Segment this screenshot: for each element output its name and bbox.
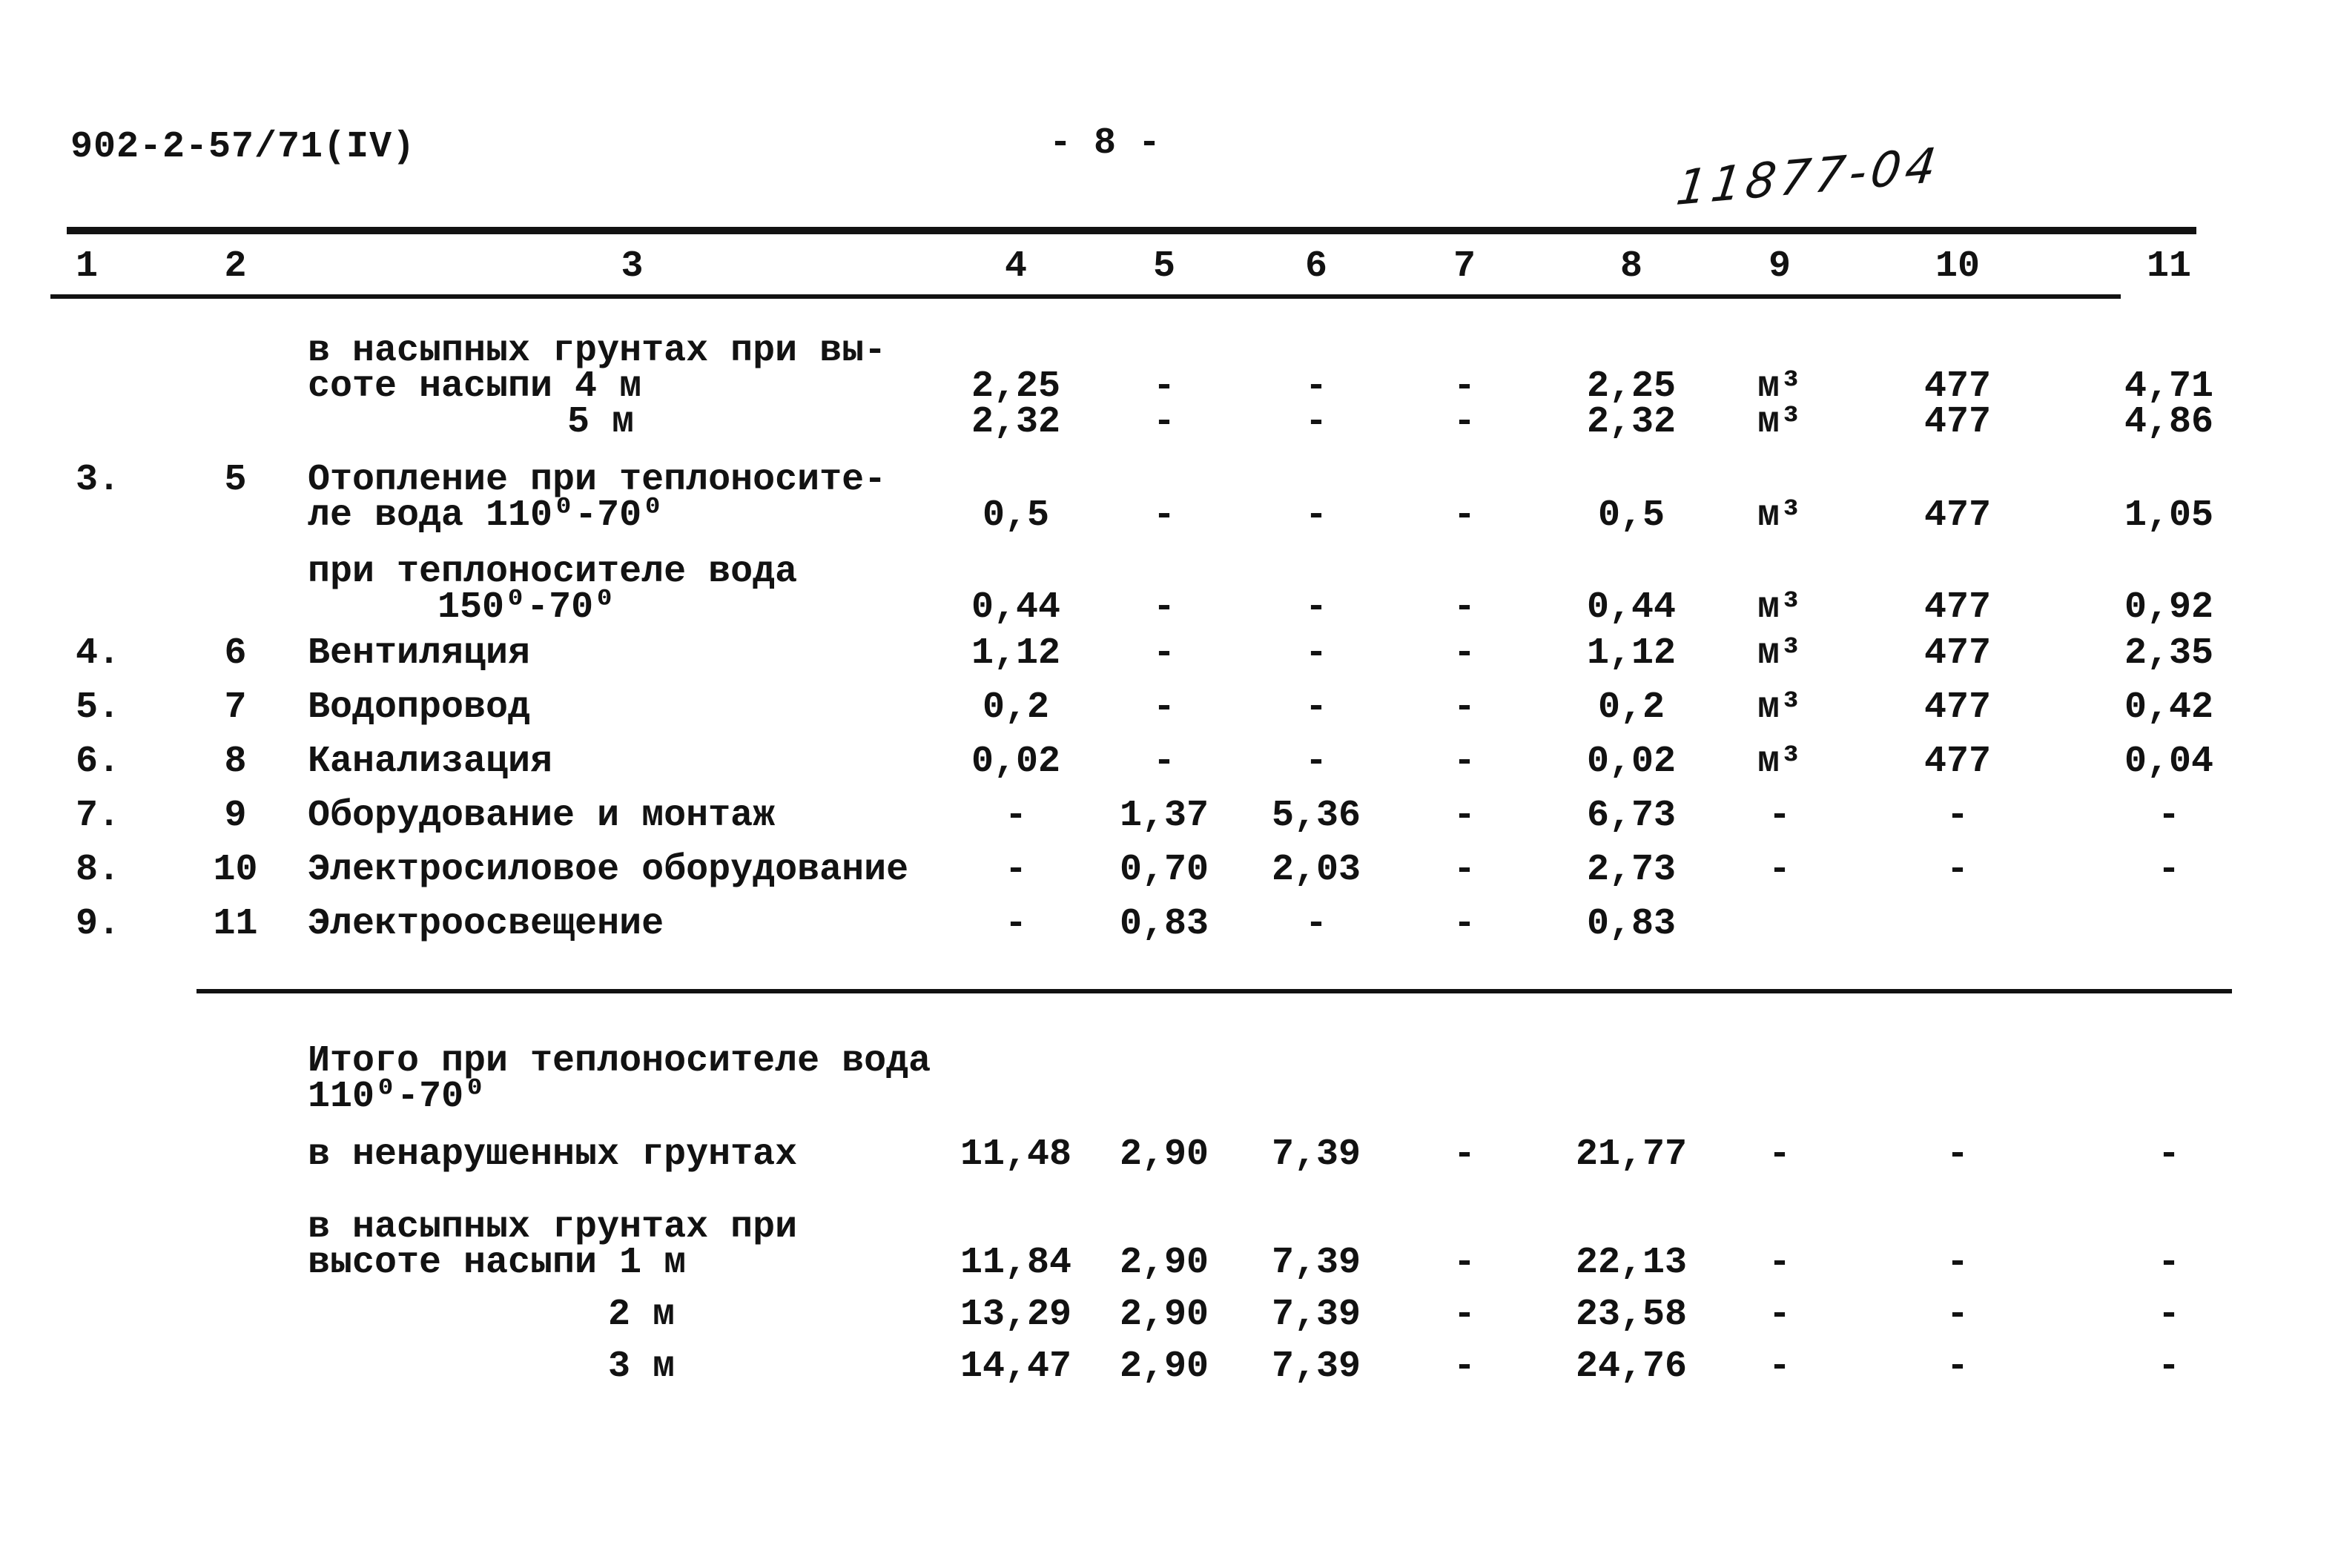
cell-col6: - — [1304, 494, 1327, 537]
work-description: Вентиляция — [308, 632, 531, 675]
row-number: 7. — [76, 795, 121, 837]
cell-col4: 0,02 — [971, 741, 1061, 783]
table-row — [0, 365, 2338, 408]
unit-cell: м³ — [1757, 632, 1802, 675]
unit-cell: м³ — [1757, 365, 1802, 408]
totals-label: Итого при теплоносителе вода — [308, 1040, 931, 1082]
cell-col11: 4,71 — [2124, 365, 2214, 408]
work-description: 5 м — [567, 401, 635, 443]
work-description: 150⁰-70⁰ — [437, 586, 616, 629]
cell-col10: - — [1946, 849, 1969, 891]
column-header: 6 — [1304, 245, 1327, 288]
cell-col7: - — [1453, 586, 1476, 629]
cell-col8: 2,25 — [1586, 365, 1677, 408]
table-row — [0, 401, 2338, 443]
handwritten-mark: 11877-04 — [1673, 138, 1944, 217]
table-row — [0, 586, 2338, 629]
cell-col4: 1,12 — [971, 632, 1061, 675]
cell-col4: 13,29 — [960, 1294, 1072, 1336]
table-row — [0, 1294, 2338, 1336]
cell-col11: 2,35 — [2124, 632, 2214, 675]
cell-col4: 0,5 — [982, 494, 1049, 537]
cell-col11: 0,42 — [2124, 687, 2214, 729]
cell-col5: - — [1152, 741, 1175, 783]
cell-col11: - — [2157, 1242, 2180, 1284]
cell-col5: 0,70 — [1119, 849, 1209, 891]
cell-col7: - — [1453, 1134, 1476, 1176]
cell-col8: 24,76 — [1575, 1346, 1688, 1388]
cell-col7: - — [1453, 687, 1476, 729]
table-totals — [0, 1040, 2338, 1388]
cell-col4: - — [1004, 795, 1027, 837]
unit-cell: м³ — [1757, 494, 1802, 537]
work-description: Канализация — [308, 741, 553, 783]
totals-label: 110⁰-70⁰ — [308, 1076, 486, 1118]
cell-col10: 477 — [1923, 632, 1991, 675]
table-row — [0, 1346, 2338, 1388]
cell-col6: - — [1304, 741, 1327, 783]
cell-col6: - — [1304, 401, 1327, 443]
cell-col7: - — [1453, 401, 1476, 443]
cell-col5: 1,37 — [1119, 795, 1209, 837]
cell-col4: 11,84 — [960, 1242, 1072, 1284]
cell-col9: - — [1768, 1294, 1791, 1336]
item-number: 6 — [224, 632, 247, 675]
cell-col8: 21,77 — [1575, 1134, 1688, 1176]
item-number: 5 — [224, 459, 247, 501]
cell-col6: - — [1304, 903, 1327, 945]
cell-col7: - — [1453, 741, 1476, 783]
cell-col8: 2,73 — [1586, 849, 1677, 891]
work-description: соте насыпи 4 м — [308, 365, 642, 408]
cell-col6: - — [1304, 632, 1327, 675]
table-row — [0, 795, 2338, 837]
cell-col8: 0,44 — [1586, 586, 1677, 629]
cell-col11: - — [2157, 1134, 2180, 1176]
cell-col4: 2,32 — [971, 401, 1061, 443]
column-header: 1 — [76, 245, 99, 288]
table-row — [0, 494, 2338, 537]
table-body — [0, 330, 2338, 945]
unit-cell: м³ — [1757, 741, 1802, 783]
column-header: 2 — [224, 245, 247, 288]
cell-col4: 2,25 — [971, 365, 1061, 408]
table-top-rule — [67, 227, 2196, 234]
cell-col11: - — [2157, 1346, 2180, 1388]
column-header: 4 — [1004, 245, 1027, 288]
cell-col10: - — [1946, 1134, 1969, 1176]
cell-col7: - — [1453, 365, 1476, 408]
cell-col5: 2,90 — [1119, 1346, 1209, 1388]
table-row — [0, 1134, 2338, 1176]
cell-col5: 2,90 — [1119, 1294, 1209, 1336]
cell-col5: - — [1152, 586, 1175, 629]
cell-col11: - — [2157, 795, 2180, 837]
cell-col5: - — [1152, 632, 1175, 675]
row-number: 5. — [76, 687, 121, 729]
cell-col4: - — [1004, 849, 1027, 891]
item-number: 11 — [213, 903, 258, 945]
cell-col7: - — [1453, 632, 1476, 675]
work-description: ле вода 110⁰-70⁰ — [308, 494, 664, 537]
item-number: 10 — [213, 849, 258, 891]
cell-col7: - — [1453, 1346, 1476, 1388]
cell-col10: 477 — [1923, 586, 1991, 629]
cell-col6: 2,03 — [1271, 849, 1361, 891]
work-description: Электросиловое оборудование — [308, 849, 909, 891]
cell-col11: - — [2157, 1294, 2180, 1336]
table-row — [0, 551, 2338, 593]
cell-col8: 1,12 — [1586, 632, 1677, 675]
cell-col10: 477 — [1923, 494, 1991, 537]
cell-col11: 1,05 — [2124, 494, 2214, 537]
row-number: 3. — [76, 459, 121, 501]
column-header: 5 — [1152, 245, 1175, 288]
cell-col4: 0,2 — [982, 687, 1049, 729]
cell-col4: 0,44 — [971, 586, 1061, 629]
column-header: 8 — [1619, 245, 1642, 288]
table-row — [0, 1076, 2338, 1118]
totals-separator-rule — [197, 989, 2232, 993]
row-number: 9. — [76, 903, 121, 945]
page-number: - 8 - — [1049, 122, 1161, 165]
cell-col8: 0,83 — [1586, 903, 1677, 945]
cell-col11: - — [2157, 849, 2180, 891]
cell-col5: - — [1152, 365, 1175, 408]
cell-col8: 2,32 — [1586, 401, 1677, 443]
table-row — [0, 849, 2338, 891]
cell-col4: 11,48 — [960, 1134, 1072, 1176]
column-header: 9 — [1768, 245, 1791, 288]
table-row — [0, 1040, 2338, 1082]
cell-col10: - — [1946, 1346, 1969, 1388]
cell-col6: - — [1304, 586, 1327, 629]
totals-label: 2 м — [608, 1294, 676, 1336]
cell-col5: 2,90 — [1119, 1242, 1209, 1284]
column-header: 3 — [621, 245, 644, 288]
cell-col6: 7,39 — [1271, 1134, 1361, 1176]
table-row — [0, 330, 2338, 372]
cell-col9: - — [1768, 795, 1791, 837]
cell-col4: - — [1004, 903, 1027, 945]
cell-col4: 14,47 — [960, 1346, 1072, 1388]
cell-col5: - — [1152, 687, 1175, 729]
table-row — [0, 459, 2338, 501]
table-row — [0, 1206, 2338, 1248]
cell-col10: - — [1946, 1242, 1969, 1284]
cell-col9: - — [1768, 1134, 1791, 1176]
cell-col6: - — [1304, 365, 1327, 408]
cell-col7: - — [1453, 795, 1476, 837]
row-number: 4. — [76, 632, 121, 675]
cell-col7: - — [1453, 1242, 1476, 1284]
table-header-row — [0, 245, 2338, 289]
totals-label: 3 м — [608, 1346, 676, 1388]
cell-col7: - — [1453, 849, 1476, 891]
cell-col11: 4,86 — [2124, 401, 2214, 443]
table-row — [0, 741, 2338, 783]
table-row — [0, 632, 2338, 675]
cell-col10: 477 — [1923, 741, 1991, 783]
document-number: 902-2-57/71(IV) — [70, 126, 416, 168]
table-row — [0, 1242, 2338, 1284]
cell-col8: 23,58 — [1575, 1294, 1688, 1336]
cell-col7: - — [1453, 1294, 1476, 1336]
cell-col11: 0,92 — [2124, 586, 2214, 629]
cell-col10: - — [1946, 795, 1969, 837]
cell-col8: 0,2 — [1597, 687, 1665, 729]
cell-col7: - — [1453, 494, 1476, 537]
cell-col6: 5,36 — [1271, 795, 1361, 837]
cell-col8: 0,02 — [1586, 741, 1677, 783]
cell-col10: 477 — [1923, 365, 1991, 408]
cell-col10: 477 — [1923, 687, 1991, 729]
row-number: 8. — [76, 849, 121, 891]
item-number: 8 — [224, 741, 247, 783]
row-number: 6. — [76, 741, 121, 783]
cell-col11: 0,04 — [2124, 741, 2214, 783]
cell-col5: 0,83 — [1119, 903, 1209, 945]
totals-label: в насыпных грунтах при — [308, 1206, 798, 1248]
unit-cell: м³ — [1757, 687, 1802, 729]
cell-col7: - — [1453, 903, 1476, 945]
work-description: в насыпных грунтах при вы- — [308, 330, 887, 372]
cell-col6: 7,39 — [1271, 1294, 1361, 1336]
cell-col9: - — [1768, 1242, 1791, 1284]
column-header: 7 — [1453, 245, 1476, 288]
column-header: 10 — [1935, 245, 1980, 288]
table-header-rule — [50, 294, 2121, 299]
unit-cell: м³ — [1757, 401, 1802, 443]
item-number: 9 — [224, 795, 247, 837]
cell-col6: - — [1304, 687, 1327, 729]
item-number: 7 — [224, 687, 247, 729]
work-description: Отопление при теплоносите- — [308, 459, 887, 501]
cell-col5: - — [1152, 401, 1175, 443]
cell-col10: - — [1946, 1294, 1969, 1336]
cell-col9: - — [1768, 1346, 1791, 1388]
cell-col8: 0,5 — [1597, 494, 1665, 537]
table-row — [0, 687, 2338, 729]
cell-col5: 2,90 — [1119, 1134, 1209, 1176]
cell-col6: 7,39 — [1271, 1346, 1361, 1388]
cell-col6: 7,39 — [1271, 1242, 1361, 1284]
cell-col8: 6,73 — [1586, 795, 1677, 837]
unit-cell: м³ — [1757, 586, 1802, 629]
column-header: 11 — [2146, 245, 2191, 288]
work-description: Оборудование и монтаж — [308, 795, 776, 837]
totals-label: высоте насыпи 1 м — [308, 1242, 687, 1284]
work-description: Водопровод — [308, 687, 531, 729]
table-row — [0, 903, 2338, 945]
cell-col10: 477 — [1923, 401, 1991, 443]
work-description: при теплоносителе вода — [308, 551, 798, 593]
cell-col9: - — [1768, 849, 1791, 891]
cell-col5: - — [1152, 494, 1175, 537]
work-description: Электроосвещение — [308, 903, 664, 945]
totals-label: в ненарушенных грунтах — [308, 1134, 798, 1176]
cell-col8: 22,13 — [1575, 1242, 1688, 1284]
